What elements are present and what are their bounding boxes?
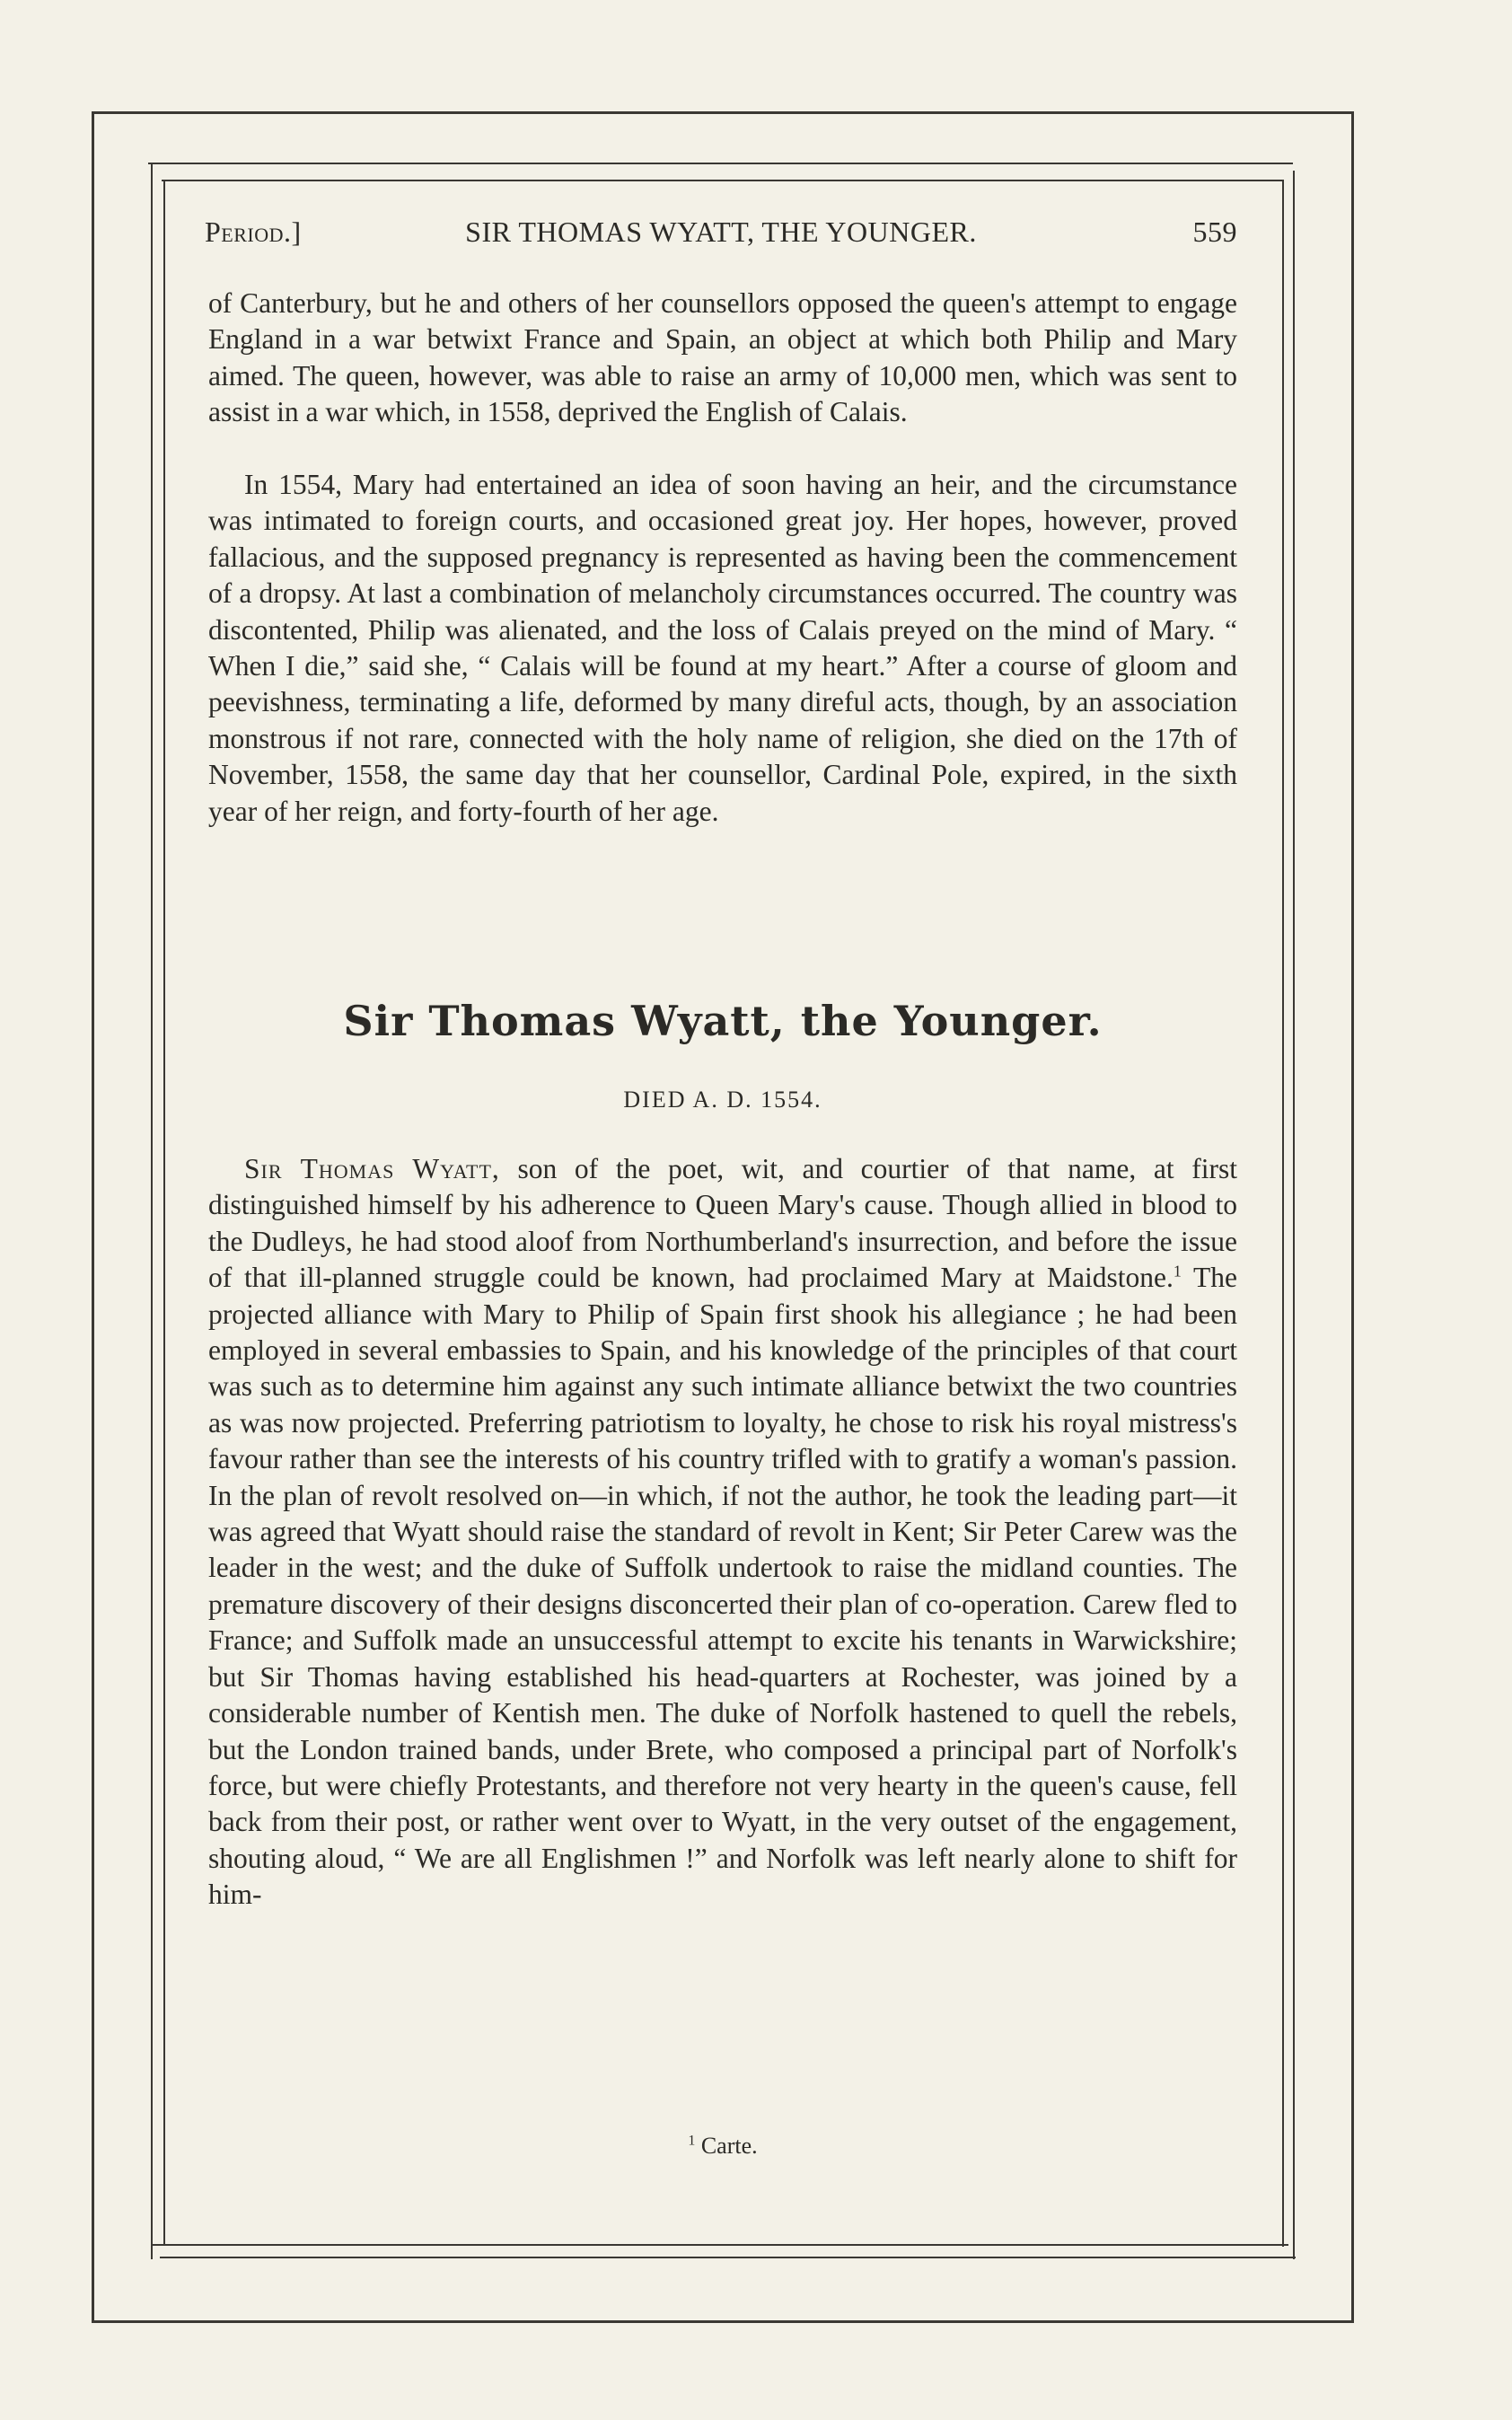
frame-outer-bottom (92, 2320, 1354, 2323)
frame-inner-top-2 (162, 180, 1284, 181)
frame-inner-right-2 (1293, 171, 1295, 2259)
frame-inner-right (1282, 180, 1284, 2247)
paragraph-3 (208, 1151, 1237, 1914)
header-title: SIR THOMAS WYATT, THE YOUNGER. (465, 216, 977, 248)
paragraph-2: In 1554, Mary had entertained an idea of soon having an heir, and the circumstance was intimated to foreign courts, and occasioned great joy. Her hopes, however, proved fallacious, and the supposed pregnancy is represented as having been the commencement of a dropsy. At last a combination of melancholy circumstances occurred. The country was discontented, Philip was alienated, and the loss of Calais preyed on the mind of Mary. “ When I die,” said she, “ Calais will be found at my heart.” After a course of gloom and peevishness, terminating a life, deformed by many direful acts, though, by an association monstrous if not rare, connected with the holy name of religion, she died on the 17th of November, 1558, the same day that her counsellor, Cardinal Pole, expired, in the sixth year of her reign, and forty-fourth of her age. (208, 469, 1237, 827)
paragraph-3-text: son of the poet, wit, and courtier of that name, at first distinguished himself by his adherence to Queen Mary's cause. Though allied in blood to the Dudleys, he had stood aloof from Northumberland's insurrection, and before the issue of that ill-planned struggle could be known, had proclaimed Mary at Maidstone. (208, 1153, 1238, 1294)
frame-inner-bottom-2 (160, 2257, 1296, 2258)
footnote-number: 1 (688, 2133, 696, 2149)
lead-name: Sir Thomas Wyatt, (244, 1153, 500, 1184)
frame-outer-right (1351, 111, 1354, 2323)
frame-outer-top (92, 111, 1354, 114)
paragraph-1: of Canterbury, but he and others of her counsellors opposed the queen's attempt to engage England in a war betwixt France and Spain, an object at which both Philip and Mary aimed. The queen, however, was able to raise an army of 10,000 men, which was sent to assist in a war which, in 1558, deprived the English of Calais. (208, 287, 1237, 428)
frame-inner-top (148, 163, 1293, 164)
frame-inner-left-2 (163, 180, 165, 2245)
frame-outer-left (92, 111, 94, 2323)
section-title: Sir Thomas Wyatt, the Younger. (343, 997, 1103, 1045)
frame-inner-bottom (151, 2244, 1288, 2246)
footnote (208, 2133, 1237, 2160)
page-number: 559 (1192, 216, 1237, 248)
paragraph-3-continued: The projected alliance with Mary to Philip of Spain first shook his allegiance ; he had been employed in several embassies to Spain, and his knowledge of the principles of that court was such as to determine him against any such intimate alliance betwixt the two countries as was now projected. Preferring patriotism to loyalty, he chose to risk his royal mistress's favour rather than see the interests of his country trifled with to gratify a woman's passion. In the plan of revolt resolved on—in which, if not the author, he took the leading part—it was agreed that Wyatt should raise the standard of revolt in Kent; Sir Peter Carew was the leader in the west; and the duke of Suffolk undertook to raise the midland counties. The premature discovery of their designs disconcerted their plan of co-operation. Carew fled to France; and Suffolk made an unsuccessful attempt to excite his tenants in Warwickshire; but Sir Thomas having established his head-quarters at Rochester, was joined by a considerable number of Kentish men. The duke of Norfolk hastened to quell the rebels, but the London trained bands, under Brete, who composed a principal part of Norfolk's force, but were chiefly Protestants, and therefore not very hearty in the queen's cause, fell back from their post, or rather went over to Wyatt, in the very outset of the engagement, shouting aloud, “ We are all Englishmen !” and Norfolk was left nearly alone to shift for him- (208, 1262, 1238, 1911)
header-period: Period.] (205, 216, 302, 248)
running-header (205, 216, 1237, 251)
footnote-reference[interactable]: 1 (1173, 1262, 1182, 1280)
footnote-text: Carte. (695, 2133, 758, 2159)
frame-inner-left (151, 163, 153, 2259)
death-date: DIED A. D. 1554. (623, 1087, 822, 1113)
